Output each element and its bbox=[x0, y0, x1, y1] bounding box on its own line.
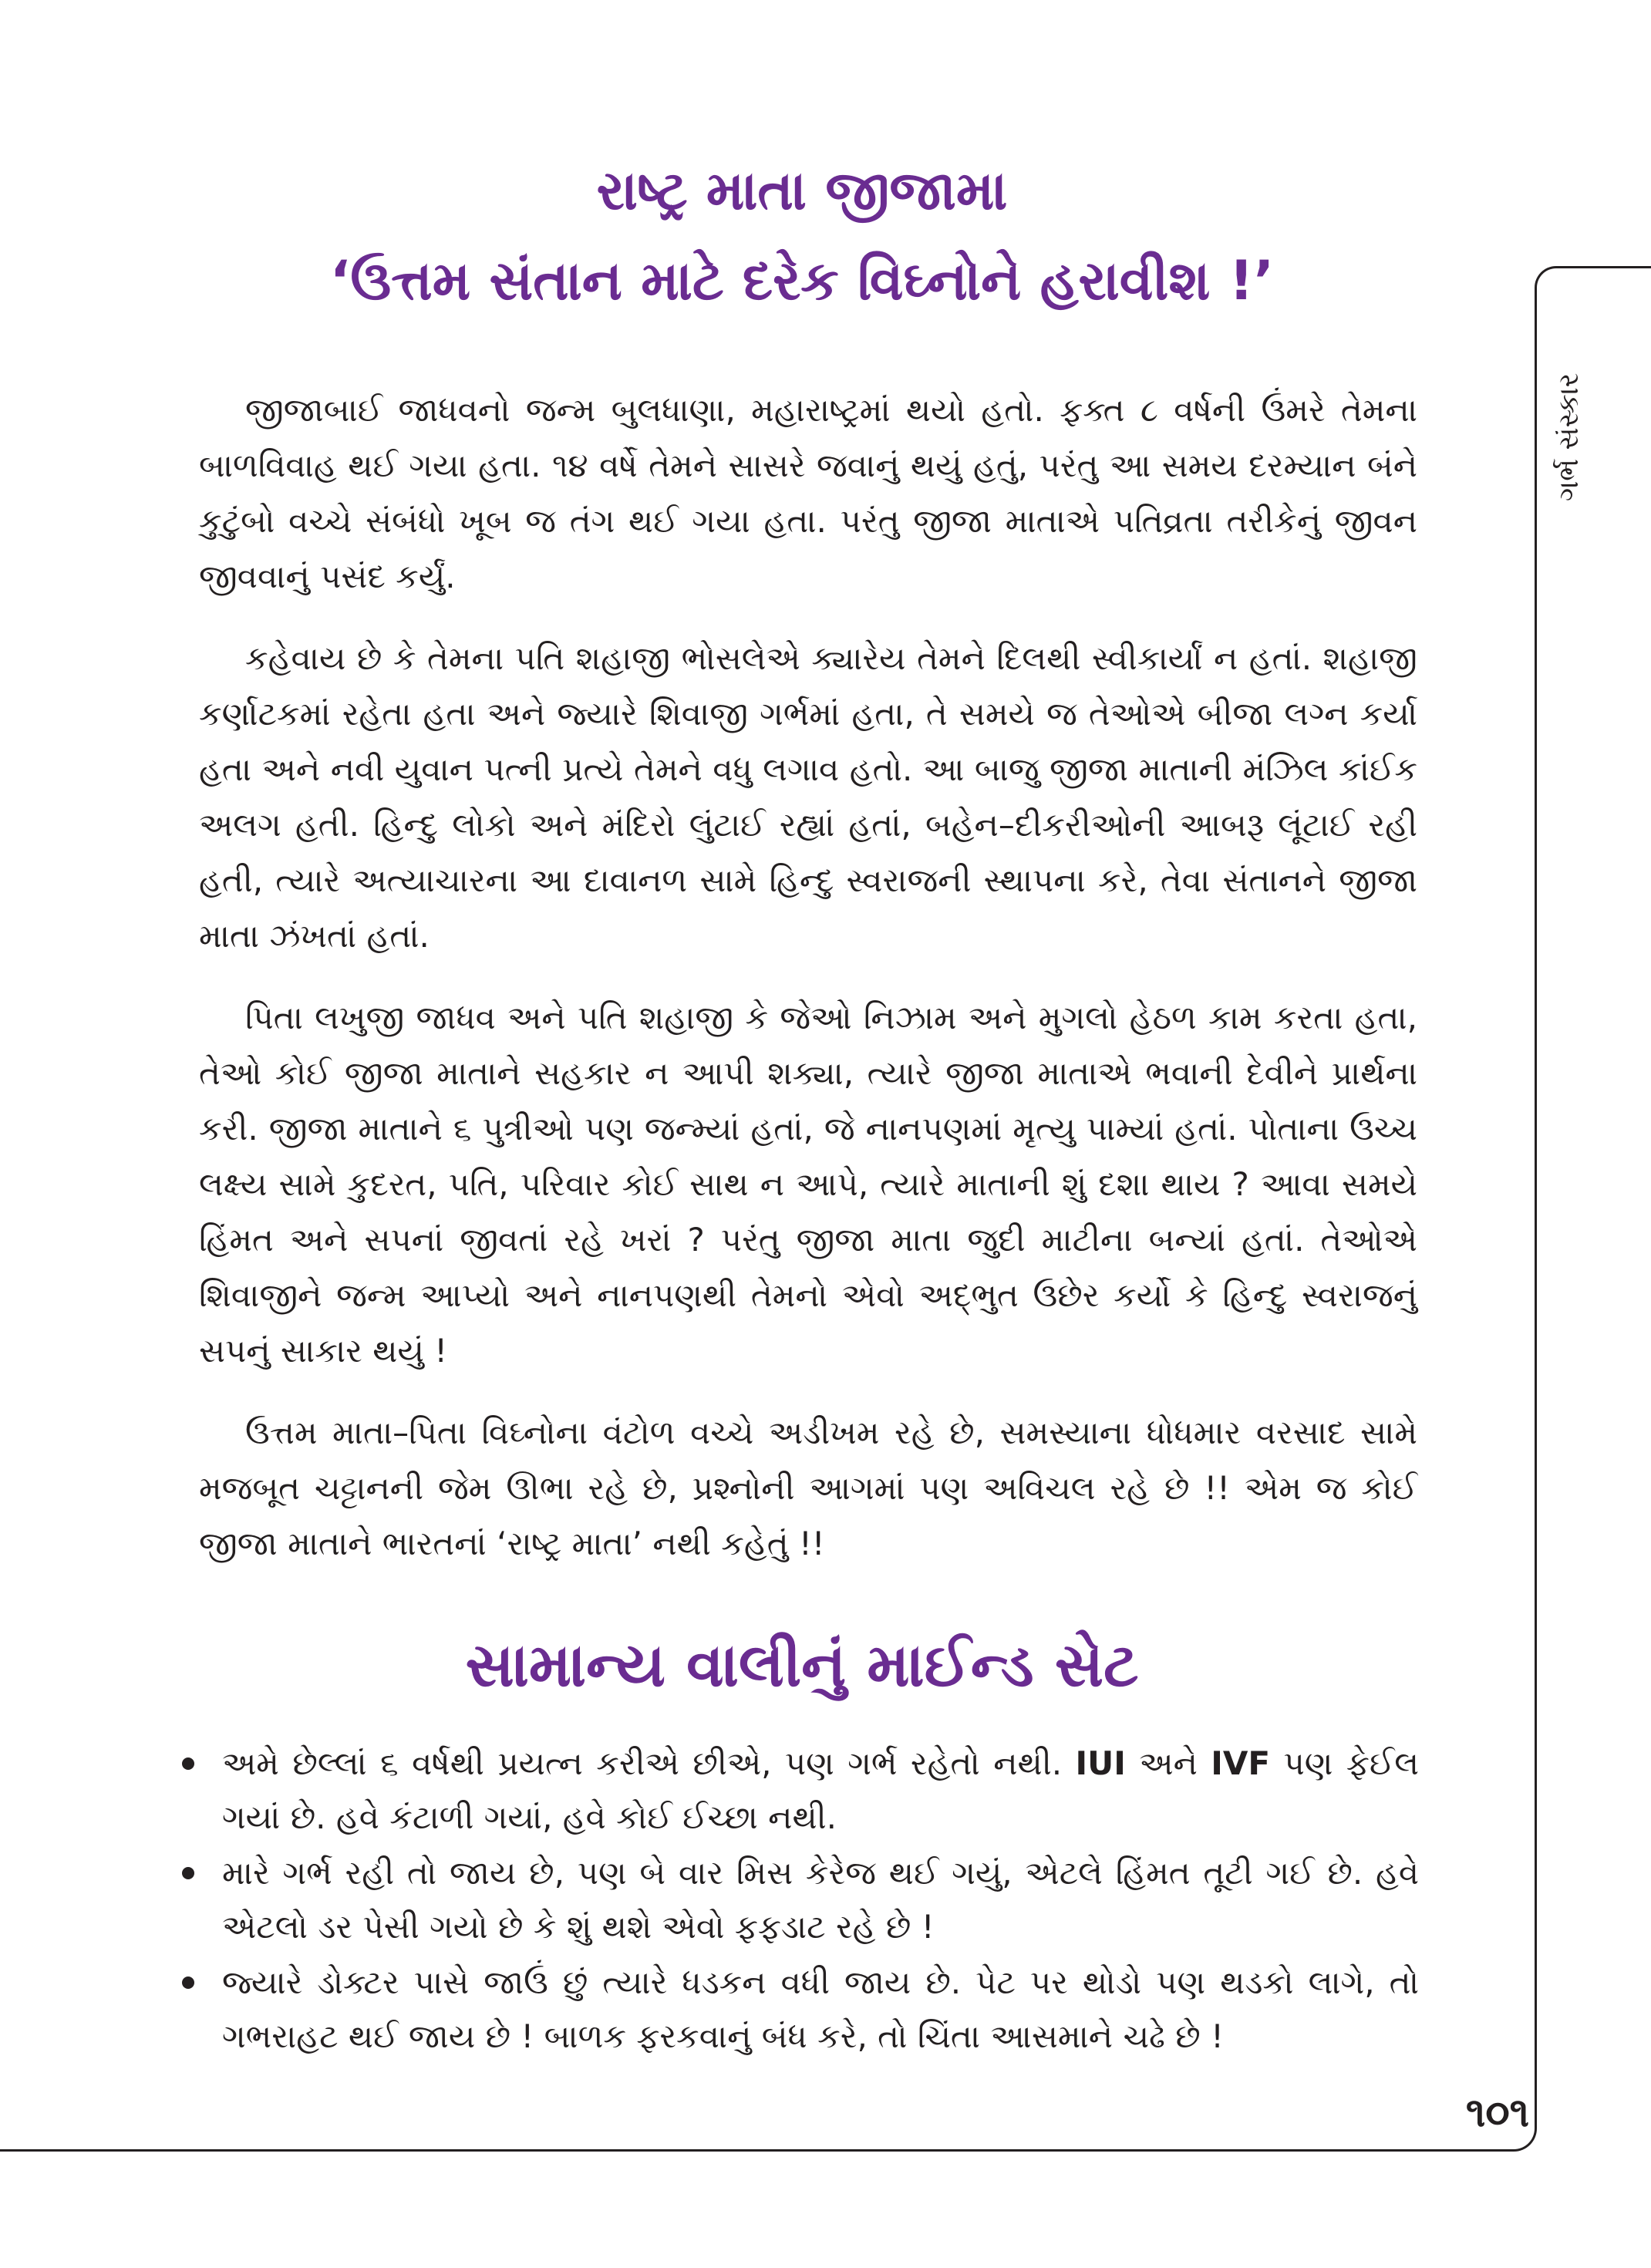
bullet-1-term-ivf: IVF bbox=[1211, 1744, 1271, 1782]
bullet-1-term-iui: IUI bbox=[1075, 1744, 1126, 1782]
paragraph-2: કહેવાય છે કે તેમના પતિ શહાજી ભોસલેએ ક્યારેય તેમને દિલથી સ્વીકાર્યાં ન હતાં. શહાજી કર્ણાટકમાં રહેતા હતા અને જ્યારે શિવાજી ગર્ભમાં હતા, તે સમયે જ તેઓએ બીજા લગ્ન કર્યા હતા અને નવી યુવાન પત્ની પ્રત્યે તેમને વધુ લગાવ હતો. આ બાજુ જીજા માતાની મંઝિલ કાંઈક અલગ હતી. હિન્દુ લોકો અને મંદિરો લુંટાઈ રહ્યાં હતાં, બહેન–દીકરીઓની આબરૂ લૂંટાઈ રહી હતી, ત્યારે અત્યાચારના આ દાવાનળ સામે હિન્દુ સ્વરાજની સ્થાપના કરે, તેવા સંતાનને જીજા માતા ઝંખતાં હતાં. bbox=[199, 639, 1417, 955]
bullet-list bbox=[177, 1737, 1419, 2065]
bullet-1-text-end: પણ ફેઈલ ગયાં છે. હવે કંટાળી ગયાં, હવે કોઈ ઈચ્છા નથી. bbox=[222, 1744, 1419, 1836]
page-number: ૧૦૧ bbox=[1465, 2090, 1530, 2136]
paragraph-3: પિતા લખુજી જાધવ અને પતિ શહાજી કે જેઓ નિઝામ અને મુગલો હેઠળ કામ કરતા હતા, તેઓ કોઈ જીજા માતાને સહકાર ન આપી શક્યા, ત્યારે જીજા માતાએ ભવાની દેવીને પ્રાર્થના કરી. જીજા માતાને ૬ પુત્રીઓ પણ જન્મ્યાં હતાં, જે નાનપણમાં મૃત્યુ પામ્યાં હતાં. પોતાના ઉચ્ચ લક્ષ્ય સામે કુદરત, પતિ, પરિવાર કોઈ સાથ ન આપે, ત્યારે માતાની શું દશા થાય ? આવા સમયે હિંમત અને સપનાં જીવતાં રહે ખરાં ? પરંતુ જીજા માતા જુદી માટીના બન્યાં હતાં. તેઓએ શિવાજીને જન્મ આપ્યો અને નાનપણથી તેમનો એવો અદ્ભુત ઉછેર કર્યો કે હિન્દુ સ્વરાજનું સપનું સાકાર થયું ! bbox=[199, 999, 1417, 1370]
title-line-1: રાષ્ટ્ર માતા જીજામા bbox=[596, 159, 1008, 222]
page-title bbox=[108, 154, 1496, 318]
footer-divider bbox=[0, 2149, 1454, 2152]
side-rail-divider bbox=[1535, 494, 1537, 2036]
list-item bbox=[177, 1846, 1419, 1954]
bullet-dot-icon bbox=[182, 1867, 194, 1879]
article-body bbox=[199, 382, 1417, 1598]
bullet-1-text-start: અમે છેલ્લાં ૬ વર્ષથી પ્રયત્ન કરીએ છીએ, પણ ગર્ભ રહેતો નથી. bbox=[222, 1744, 1076, 1782]
section-title: સામાન્ય વાલીનું માઈન્ડ સેટ bbox=[465, 1631, 1139, 1700]
bullet-3-text: જ્યારે ડોક્ટર પાસે જાઉં છું ત્યારે ધડકન વધી જાય છે. પેટ પર થોડો પણ થડકો લાગે, તો ગભરાહટ થઈ જાય છે ! બાળક ફરકવાનું બંધ કરે, તો ચિંતા આસમાને ચઢે છે ! bbox=[222, 1963, 1419, 2055]
side-tab-label: ગર્ભ સંસ્કાર bbox=[1553, 372, 1585, 501]
bullet-1-text-middle: અને bbox=[1125, 1744, 1211, 1782]
list-item bbox=[177, 1737, 1419, 1845]
bullet-dot-icon bbox=[182, 1757, 194, 1770]
paragraph-4: ઉત્તમ માતા–પિતા વિઘ્નોના વંટોળ વચ્ચે અડીખમ રહે છે, સમસ્યાના ધોધમાર વરસાદ સામે મજબૂત ચટ્ટાનની જેમ ઊભા રહે છે, પ્રશ્નોની આગમાં પણ અવિચલ રહે છે !! એમ જ કોઈ જીજા માતાને ભારતનાં ‘રાષ્ટ્ર માતા’ નથી કહેતું !! bbox=[199, 1414, 1417, 1562]
title-line-2: ‘ઉત્તમ સંતાન માટે દરેક વિઘ્નોને હરાવીશ !’ bbox=[329, 249, 1275, 312]
list-item bbox=[177, 1956, 1419, 2064]
bullet-2-text: મારે ગર્ભ રહી તો જાય છે, પણ બે વાર મિસ કેરેજ થઈ ગયું, એટલે હિંમત તૂટી ગઈ છે. હવે એટલો ડર પેસી ગયો છે કે શું થશે એવો ફફડાટ રહે છે ! bbox=[222, 1854, 1419, 1946]
paragraph-1: જીજાબાઈ જાધવનો જન્મ બુલધાણા, મહારાષ્ટ્રમાં થયો હતો. ફક્ત ૮ વર્ષની ઉંમરે તેમના બાળવિવાહ થઈ ગયા હતા. ૧૪ વર્ષે તેમને સાસરે જવાનું થયું હતું, પરંતુ આ સમય દરમ્યાન બંને કુટુંબો વચ્ચે સંબંધો ખૂબ જ તંગ થઈ ગયા હતા. પરંતુ જીજા માતાએ પતિવ્રતા તરીકેનું જીવન જીવવાનું પસંદ કર્યું. bbox=[199, 391, 1417, 595]
bullet-dot-icon bbox=[182, 1976, 194, 1989]
